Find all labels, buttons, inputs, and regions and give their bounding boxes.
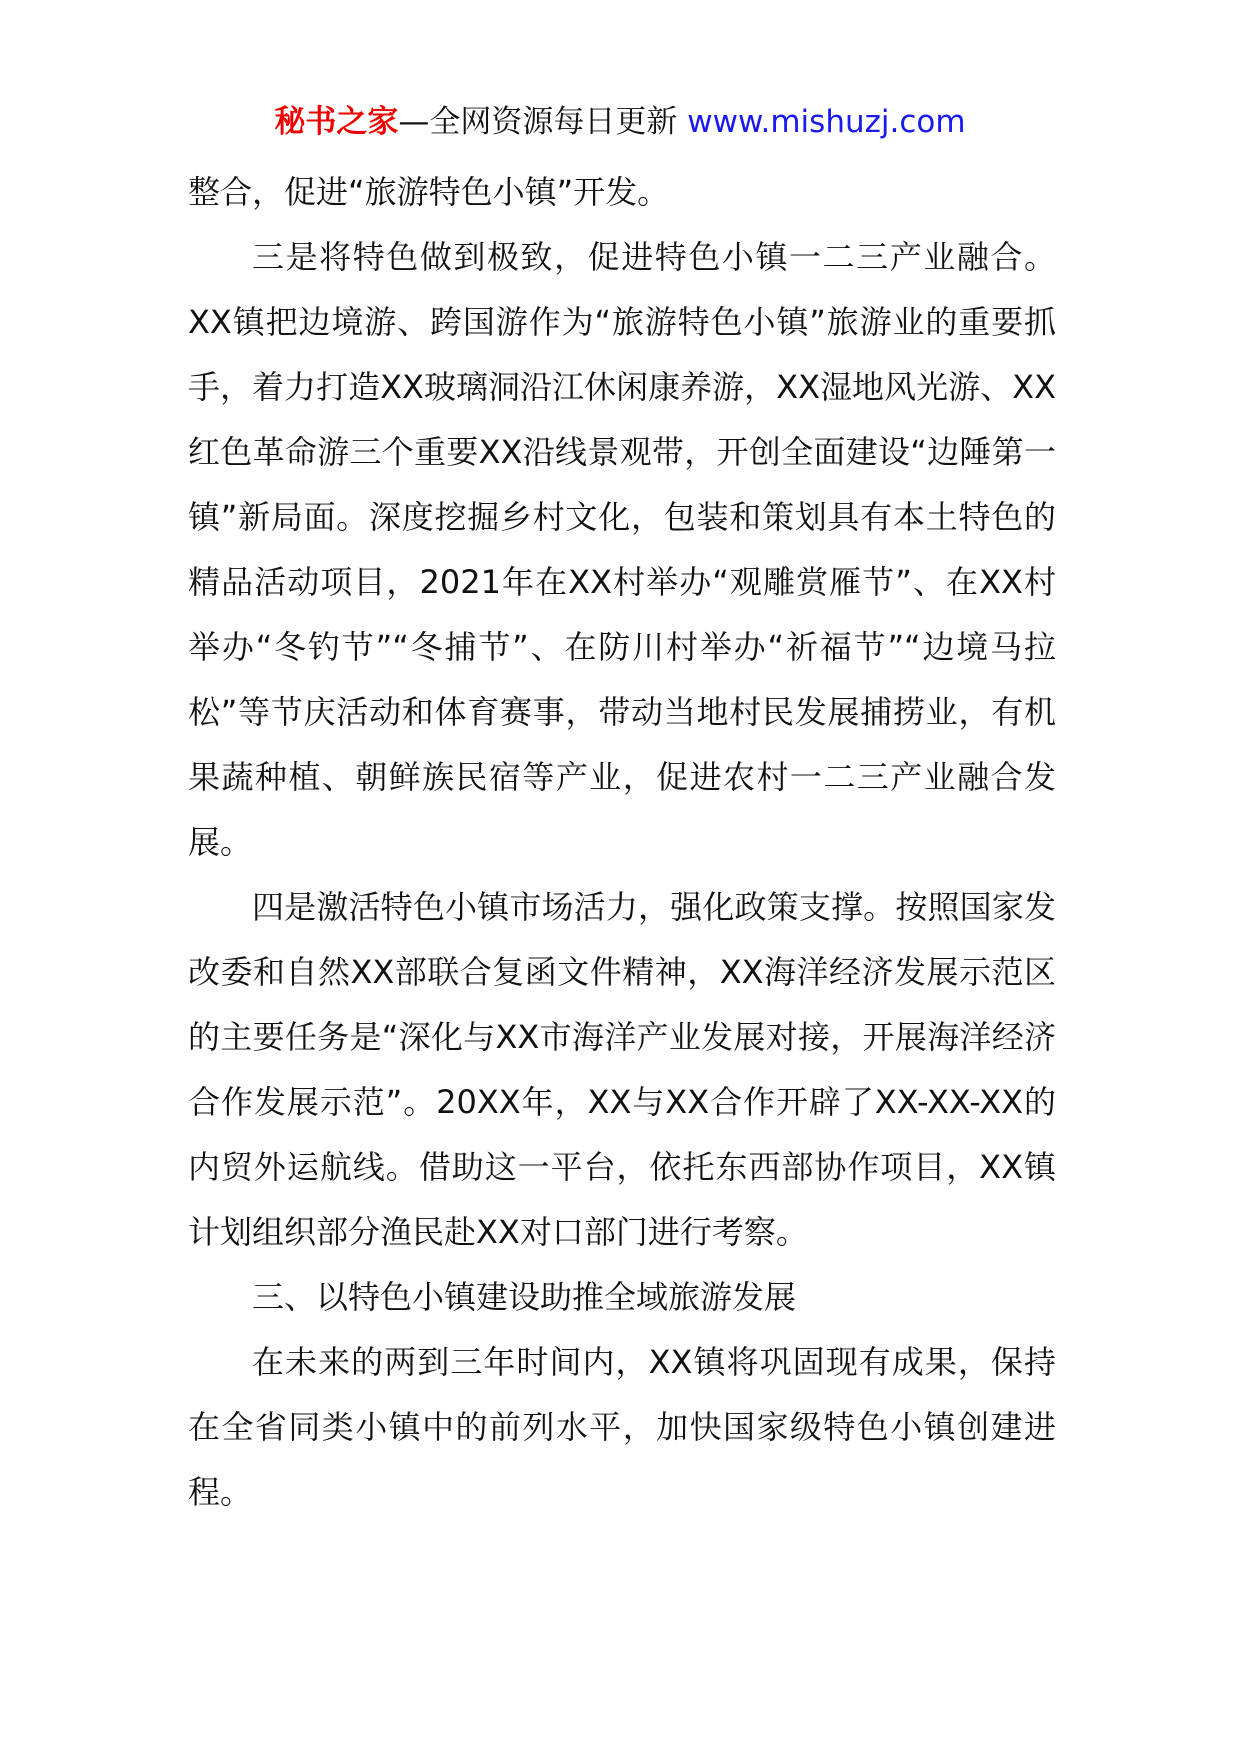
paragraph-continuation: 整合，促进“旅游特色小镇”开发。: [188, 173, 670, 211]
header-url-link[interactable]: www.mishuzj.com: [687, 104, 966, 140]
paragraph-outlook: 在未来的两到三年时间内，XX镇将巩固现有成果，保持在全省同类小镇中的前列水平，加快国家级特色小镇创建进程。: [188, 1343, 1056, 1511]
page-header: [0, 100, 1240, 144]
section-heading: 三、以特色小镇建设助推全域旅游发展: [252, 1278, 797, 1316]
header-brand: 秘书之家: [274, 104, 399, 140]
paragraph-point-four: 四是激活特色小镇市场活力，强化政策支撑。按照国家发改委和自然XX部联合复函文件精神，XX海洋经济发展示范区的主要任务是“深化与XX市海洋产业发展对接，开展海洋经济合作发展示范”。20XX年，XX与XX合作开辟了XX-XX-XX的内贸外运航线。借助这一平台，依托东西部协作项目，XX镇计划组织部分渔民赴XX对口部门进行考察。: [188, 888, 1056, 1251]
header-tagline: —全网资源每日更新: [398, 104, 678, 140]
document-body: [188, 160, 1056, 1525]
paragraph-point-three: 三是将特色做到极致，促进特色小镇一二三产业融合。XX镇把边境游、跨国游作为“旅游特色小镇”旅游业的重要抓手，着力打造XX玻璃洞沿江休闲康养游，XX湿地风光游、XX红色革命游三个重要XX沿线景观带，开创全面建设“边陲第一镇”新局面。深度挖掘乡村文化，包装和策划具有本土特色的精品活动项目，2021年在XX村举办“观雕赏雁节”、在XX村举办“冬钓节”“冬捕节”、在防川村举办“祈福节”“边境马拉松”等节庆活动和体育赛事，带动当地村民发展捕捞业，有机果蔬种植、朝鲜族民宿等产业，促进农村一二三产业融合发展。: [188, 238, 1056, 861]
